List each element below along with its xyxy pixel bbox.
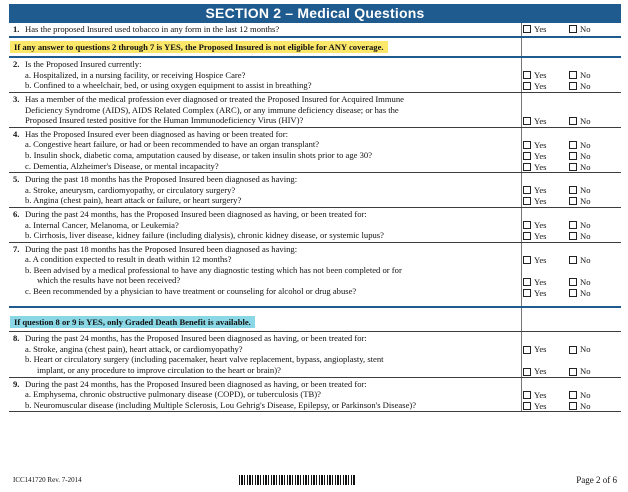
question-7c: c. Been recommended by a physician to have treatment or counseling for alcohol or drug abuse? — [25, 286, 357, 297]
question-number: 7. — [13, 243, 20, 254]
eligibility-banner-row — [9, 38, 621, 59]
answer-options-8b — [523, 366, 615, 377]
question-text: During the past 24 months, has the Proposed Insured been diagnosed as having, or been treated for: — [25, 208, 367, 219]
checkbox-icon[interactable] — [523, 256, 531, 264]
checkbox-icon[interactable] — [523, 82, 531, 90]
no-option[interactable]: No — [569, 140, 615, 151]
answer-options-4a — [523, 140, 615, 151]
checkbox-icon[interactable] — [569, 402, 577, 410]
yes-option[interactable]: Yes — [523, 116, 569, 127]
no-option[interactable]: No — [569, 220, 615, 231]
checkbox-icon[interactable] — [523, 197, 531, 205]
no-option[interactable]: No — [569, 162, 615, 173]
checkbox-icon[interactable] — [569, 152, 577, 160]
question-7-row — [9, 243, 621, 308]
answer-options-5a — [523, 185, 615, 196]
question-number: 5. — [13, 174, 20, 185]
no-option[interactable]: No — [569, 185, 615, 196]
checkbox-icon[interactable] — [523, 402, 531, 410]
question-6-row — [9, 208, 621, 243]
checkbox-icon[interactable] — [523, 221, 531, 229]
no-option[interactable]: No — [569, 288, 615, 299]
question-2a: a. Hospitalized, in a nursing facility, or receiving Hospice Care? — [25, 69, 246, 80]
form-code: ICC141720 Rev. 7-2014 — [13, 476, 82, 484]
checkbox-icon[interactable] — [569, 25, 577, 33]
checkbox-icon[interactable] — [569, 186, 577, 194]
answer-options-2b — [523, 81, 615, 92]
question-2-row — [9, 58, 621, 93]
no-option[interactable]: No — [569, 401, 615, 412]
question-5-row — [9, 173, 621, 208]
answer-options-4b — [523, 151, 615, 162]
checkbox-icon[interactable] — [523, 163, 531, 171]
yes-option[interactable]: Yes — [523, 231, 569, 242]
question-8-row — [9, 332, 621, 377]
graded-benefit-banner-row — [9, 308, 621, 333]
answer-options-7a — [523, 255, 615, 266]
answer-options-7b — [523, 277, 615, 288]
yes-option[interactable]: Yes — [523, 196, 569, 207]
checkbox-icon[interactable] — [569, 289, 577, 297]
no-option[interactable]: No — [569, 277, 615, 288]
yes-option[interactable]: Yes — [523, 401, 569, 412]
no-option[interactable]: No — [569, 344, 615, 355]
checkbox-icon[interactable] — [569, 82, 577, 90]
question-text: Has the Proposed Insured ever been diagnosed as having or been treated for: — [25, 128, 288, 139]
no-option[interactable]: No — [569, 116, 615, 127]
checkbox-icon[interactable] — [523, 152, 531, 160]
answer-options-6b — [523, 231, 615, 242]
question-6a: a. Internal Cancer, Melanoma, or Leukemia? — [25, 219, 179, 230]
checkbox-icon[interactable] — [569, 117, 577, 125]
yes-option[interactable]: Yes — [523, 255, 569, 266]
checkbox-icon[interactable] — [523, 117, 531, 125]
question-7a: a. A condition expected to result in death within 12 months? — [25, 254, 232, 265]
checkbox-icon[interactable] — [569, 221, 577, 229]
checkbox-icon[interactable] — [523, 278, 531, 286]
question-2b: b. Confined to a wheelchair, bed, or using oxygen equipment to assist in breathing? — [25, 80, 312, 91]
question-4b: b. Insulin shock, diabetic coma, amputation caused by disease, or taken insulin shots prior to age 30? — [25, 149, 373, 160]
checkbox-icon[interactable] — [523, 186, 531, 194]
page-number: Page 2 of 6 — [576, 475, 617, 485]
checkbox-icon[interactable] — [523, 141, 531, 149]
answer-options-5b — [523, 196, 615, 207]
checkbox-icon[interactable] — [523, 368, 531, 376]
checkbox-icon[interactable] — [523, 71, 531, 79]
question-number: 4. — [13, 128, 20, 139]
checkbox-icon[interactable] — [569, 232, 577, 240]
medical-questions-form — [9, 23, 621, 412]
no-option[interactable]: No — [569, 70, 615, 81]
answer-options-7c — [523, 288, 615, 299]
no-option[interactable]: No — [569, 81, 615, 92]
question-7b-cont: which the results have not been received? — [37, 275, 181, 286]
barcode-icon — [239, 475, 355, 485]
checkbox-icon[interactable] — [523, 232, 531, 240]
checkbox-icon[interactable] — [569, 346, 577, 354]
checkbox-icon[interactable] — [569, 197, 577, 205]
answer-options-4c — [523, 162, 615, 173]
question-6b: b. Cirrhosis, liver disease, kidney failure (including dialysis), chronic kidney disease, or systemic lupus? — [25, 230, 384, 241]
checkbox-icon[interactable] — [569, 141, 577, 149]
question-text-cont: Deficiency Syndrome (AIDS), AIDS Related Complex (ARC), or any immune deficiency disease; or has the — [25, 104, 399, 115]
question-7b: b. Been advised by a medical professional to have any diagnostic testing which has not been completed or for — [25, 264, 402, 275]
yes-option[interactable]: Yes — [523, 220, 569, 231]
question-text: During the past 24 months, has the Proposed Insured been diagnosed as having, or been treated for: — [25, 378, 367, 389]
yes-option[interactable]: Yes — [523, 151, 569, 162]
yes-option[interactable]: Yes — [523, 24, 569, 35]
question-8a: a. Stroke, angina (chest pain), heart attack, or cardiomyopathy? — [25, 343, 243, 354]
checkbox-icon[interactable] — [569, 391, 577, 399]
yes-option[interactable]: Yes — [523, 162, 569, 173]
question-3-row — [9, 93, 621, 128]
checkbox-icon[interactable] — [569, 278, 577, 286]
question-text: Has the proposed Insured used tobacco in any form in the last 12 months? — [25, 24, 280, 34]
question-4a: a. Congestive heart failure, or had or been recommended to have an organ transplant? — [25, 139, 320, 150]
question-text: During the past 18 months has the Proposed Insured been diagnosed as having: — [25, 174, 298, 185]
eligibility-banner: If any answer to questions 2 through 7 is YES, the Proposed Insured is not eligible for ANY coverage. — [10, 41, 388, 54]
answer-options-8a — [523, 344, 615, 355]
question-number: 9. — [13, 378, 20, 389]
yes-option[interactable]: Yes — [523, 70, 569, 81]
question-8b-cont: implant, or any procedure to improve circulation to the heart or brain)? — [37, 365, 281, 376]
no-option[interactable]: No — [569, 151, 615, 162]
answer-options-9b — [523, 401, 615, 412]
yes-option[interactable]: Yes — [523, 81, 569, 92]
yes-option[interactable]: Yes — [523, 344, 569, 355]
answer-options-2a — [523, 70, 615, 81]
answer-options-6a — [523, 220, 615, 231]
question-text-cont: Proposed Insured tested positive for the Human Immunodeficiency Virus (HIV)? — [25, 115, 304, 126]
yes-option[interactable]: Yes — [523, 140, 569, 151]
answer-options-9a — [523, 390, 615, 401]
answer-options — [523, 24, 615, 35]
question-5b: b. Angina (chest pain), heart attack or failure, or heart surgery? — [25, 195, 242, 206]
checkbox-icon[interactable] — [523, 346, 531, 354]
no-option[interactable]: No — [569, 231, 615, 242]
yes-option[interactable]: Yes — [523, 185, 569, 196]
question-number: 8. — [13, 333, 20, 344]
question-9-row — [9, 378, 621, 413]
question-8b: b. Heart or circulatory surgery (including pacemaker, heart valve replacement, bypass, angioplasty, stent — [25, 354, 384, 365]
no-option[interactable]: No — [569, 255, 615, 266]
question-4c: c. Dementia, Alzheimer's Disease, or mental incapacity? — [25, 160, 219, 171]
yes-option[interactable]: Yes — [523, 277, 569, 288]
no-option[interactable]: No — [569, 366, 615, 377]
question-number: 6. — [13, 208, 20, 219]
question-text: Is the Proposed Insured currently: — [25, 59, 142, 70]
yes-option[interactable]: Yes — [523, 288, 569, 299]
checkbox-icon[interactable] — [569, 163, 577, 171]
question-4-row — [9, 128, 621, 173]
question-number: 3. — [13, 93, 20, 104]
no-option[interactable]: No — [569, 196, 615, 207]
question-text: During the past 24 months, has the Proposed Insured been diagnosed as having, or been treated for: — [25, 333, 367, 344]
question-text: Has a member of the medical profession ever diagnosed or treated the Proposed Insured for Acquired Immune — [25, 93, 404, 104]
question-number: 2. — [13, 59, 20, 70]
checkbox-icon[interactable] — [569, 368, 577, 376]
no-option[interactable]: No — [569, 390, 615, 401]
graded-benefit-banner: If question 8 or 9 is YES, only Graded Death Benefit is available. — [10, 316, 255, 329]
yes-option[interactable]: Yes — [523, 390, 569, 401]
question-9a: a. Emphysema, chronic obstructive pulmonary disease (COPD), or tuberculosis (TB)? — [25, 389, 321, 400]
question-number: 1. — [13, 24, 20, 34]
section-header: SECTION 2 – Medical Questions — [9, 4, 621, 23]
answer-options-3 — [523, 116, 615, 127]
no-option[interactable]: No — [569, 24, 615, 35]
checkbox-icon[interactable] — [569, 256, 577, 264]
yes-option[interactable]: Yes — [523, 366, 569, 377]
checkbox-icon[interactable] — [569, 71, 577, 79]
checkbox-icon[interactable] — [523, 25, 531, 33]
question-5a: a. Stroke, aneurysm, cardiomyopathy, or circulatory surgery? — [25, 184, 236, 195]
question-1-row — [9, 23, 621, 38]
question-9b: b. Neuromuscular disease (including Multiple Sclerosis, Lou Gehrig's Disease, Epilepsy, or Parkinson's Disease)? — [25, 399, 417, 410]
checkbox-icon[interactable] — [523, 391, 531, 399]
checkbox-icon[interactable] — [523, 289, 531, 297]
question-text: During the past 18 months has the Proposed Insured been diagnosed as having: — [25, 243, 298, 254]
